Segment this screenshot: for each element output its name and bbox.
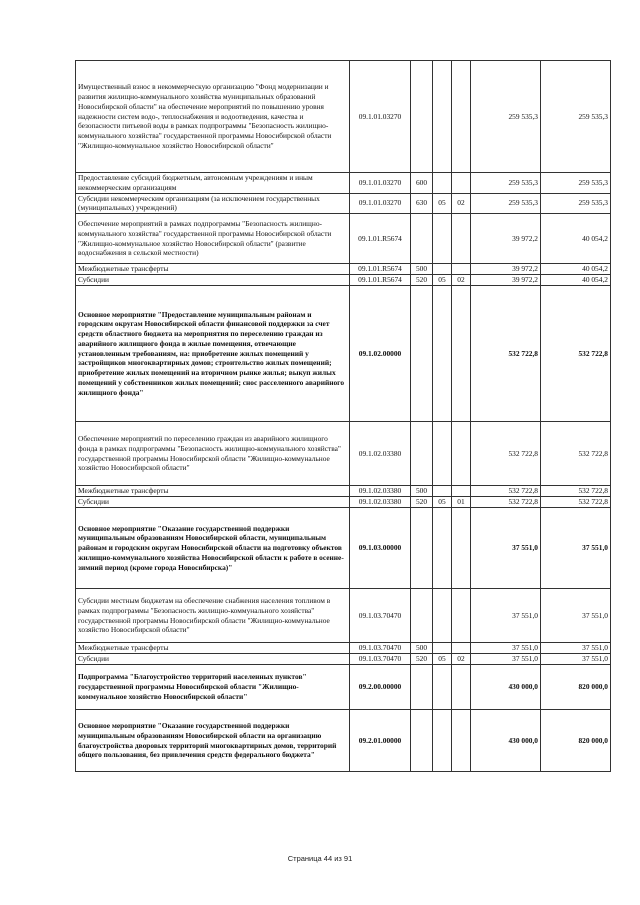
- expense-type: 520: [411, 497, 433, 508]
- table-row: [76, 643, 611, 654]
- amount-year-2: 37 551,0: [541, 589, 611, 643]
- section-code: [433, 286, 452, 422]
- section-code: [433, 710, 452, 772]
- amount-year-2: 40 054,2: [541, 264, 611, 275]
- table-row: [76, 497, 611, 508]
- amount-year-1: 259 535,3: [471, 61, 541, 173]
- amount-year-2: 259 535,3: [541, 193, 611, 214]
- row-name: Имущественный взнос в некоммерческую организацию "Фонд модернизации и развития жилищно-коммунального хозяйства муниципальных образований Новосибирской области" на обеспечение мероприятий по повышению уровня надежности систем водо-, теплоснабжения и водоотведения, качества и безопасности питьевой воды в рамках подпрограммы "Безопасность жилищно-коммунального хозяйства" государственной программы Новосибирской области "Жилищно-коммунальное хозяйство Новосибирской области": [76, 61, 350, 173]
- amount-year-2: 37 551,0: [541, 643, 611, 654]
- row-name: Основное мероприятие "Оказание государственной поддержки муниципальным образованиям Новосибирской области на организацию благоустройства дворовых территорий многоквартирных домов, территорий общего пользования, без привлечения средств федерального бюджета": [76, 710, 350, 772]
- table-row: [76, 173, 611, 194]
- subsection-code: 02: [452, 275, 471, 286]
- section-code: 05: [433, 193, 452, 214]
- row-name: Основное мероприятие "Оказание государственной поддержки муниципальным образованиям Новосибирской области, муниципальным районам и городским округам Новосибирской области на подготовку объектов жилищно-коммунального хозяйства Новосибирской области к работе в осенне-зимний период (кроме города Новосибирска)": [76, 508, 350, 589]
- section-code: 05: [433, 497, 452, 508]
- section-code: [433, 214, 452, 264]
- table-row: [76, 286, 611, 422]
- section-code: [433, 422, 452, 486]
- subsection-code: [452, 422, 471, 486]
- amount-year-1: 259 535,3: [471, 193, 541, 214]
- amount-year-2: 40 054,2: [541, 275, 611, 286]
- amount-year-2: 820 000,0: [541, 710, 611, 772]
- row-name: Субсидии: [76, 654, 350, 665]
- target-code: 09.1.01.R5674: [350, 275, 411, 286]
- table-row: [76, 508, 611, 589]
- row-name: Субсидии некоммерческим организациям (за исключением государственных (муниципальных) учреждений): [76, 193, 350, 214]
- expense-type: 520: [411, 275, 433, 286]
- target-code: 09.1.01.03270: [350, 173, 411, 194]
- row-name: Основное мероприятие "Предоставление муниципальным районам и городским округам Новосибирской области финансовой поддержки за счет средств областного бюджета на мероприятия по переселению граждан из аварийного жилищного фонда в жилые помещения, отвечающие установленным требованиям, на: приобретение жилых помещений у застройщиков многоквартирных домов; строительство жилых помещений; приобретение жилых помещений на вторичном рынке жилья; выкуп жилых помещений у собственников жилых помещений; снос расселенного аварийного жилищного фонда": [76, 286, 350, 422]
- section-code: [433, 643, 452, 654]
- expense-type: [411, 422, 433, 486]
- target-code: 09.1.03.70470: [350, 589, 411, 643]
- amount-year-1: 430 000,0: [471, 665, 541, 710]
- subsection-code: [452, 508, 471, 589]
- table-row: [76, 422, 611, 486]
- section-code: [433, 665, 452, 710]
- target-code: 09.2.00.00000: [350, 665, 411, 710]
- amount-year-2: 37 551,0: [541, 654, 611, 665]
- target-code: 09.1.03.00000: [350, 508, 411, 589]
- target-code: 09.2.01.00000: [350, 710, 411, 772]
- amount-year-2: 532 722,8: [541, 486, 611, 497]
- expense-type: 500: [411, 264, 433, 275]
- table-row: [76, 193, 611, 214]
- row-name: Субсидии: [76, 497, 350, 508]
- expense-type: [411, 61, 433, 173]
- subsection-code: [452, 61, 471, 173]
- expense-type: [411, 665, 433, 710]
- section-code: [433, 264, 452, 275]
- subsection-code: [452, 643, 471, 654]
- section-code: [433, 486, 452, 497]
- amount-year-2: 259 535,3: [541, 61, 611, 173]
- subsection-code: [452, 589, 471, 643]
- section-code: [433, 61, 452, 173]
- amount-year-1: 39 972,2: [471, 264, 541, 275]
- expense-type: [411, 286, 433, 422]
- table-row: [76, 214, 611, 264]
- subsection-code: [452, 173, 471, 194]
- row-name: Подпрограмма "Благоустройство территорий населенных пунктов" государственной программы Новосибирской области "Жилищно-коммунальное хозяйство Новосибирской области": [76, 665, 350, 710]
- row-name: Межбюджетные трансферты: [76, 643, 350, 654]
- amount-year-1: 39 972,2: [471, 214, 541, 264]
- target-code: 09.1.02.03380: [350, 486, 411, 497]
- target-code: 09.1.01.R5674: [350, 264, 411, 275]
- amount-year-1: 37 551,0: [471, 643, 541, 654]
- amount-year-2: 532 722,8: [541, 422, 611, 486]
- row-name: Субсидии: [76, 275, 350, 286]
- subsection-code: 01: [452, 497, 471, 508]
- target-code: 09.1.02.03380: [350, 497, 411, 508]
- subsection-code: [452, 264, 471, 275]
- expense-type: [411, 710, 433, 772]
- section-code: [433, 589, 452, 643]
- table-row: [76, 654, 611, 665]
- amount-year-2: 532 722,8: [541, 286, 611, 422]
- target-code: 09.1.03.70470: [350, 643, 411, 654]
- section-code: [433, 173, 452, 194]
- row-name: Межбюджетные трансферты: [76, 486, 350, 497]
- amount-year-1: 259 535,3: [471, 173, 541, 194]
- amount-year-1: 532 722,8: [471, 422, 541, 486]
- expense-type: 520: [411, 654, 433, 665]
- section-code: 05: [433, 654, 452, 665]
- row-name: Обеспечение мероприятий в рамках подпрограммы "Безопасность жилищно-коммунального хозяйства" государственной программы Новосибирской области "Жилищно-коммунальное хозяйство Новосибирской области" (развитие водоснабжения в сельской местности): [76, 214, 350, 264]
- amount-year-1: 39 972,2: [471, 275, 541, 286]
- subsection-code: [452, 286, 471, 422]
- amount-year-1: 532 722,8: [471, 286, 541, 422]
- expense-type: 630: [411, 193, 433, 214]
- subsection-code: 02: [452, 654, 471, 665]
- table-row: [76, 710, 611, 772]
- row-name: Межбюджетные трансферты: [76, 264, 350, 275]
- amount-year-1: 532 722,8: [471, 497, 541, 508]
- expense-type: [411, 214, 433, 264]
- row-name: Обеспечение мероприятий по переселению граждан из аварийного жилищного фонда в рамках подпрограммы "Безопасность жилищно-коммунального хозяйства" государственной программы Новосибирской области "Жилищно-коммунальное хозяйство Новосибирской области": [76, 422, 350, 486]
- amount-year-2: 259 535,3: [541, 173, 611, 194]
- expense-type: 600: [411, 173, 433, 194]
- table-row: [76, 665, 611, 710]
- expense-type: 500: [411, 643, 433, 654]
- table-row: [76, 61, 611, 173]
- expense-type: [411, 589, 433, 643]
- expense-type: [411, 508, 433, 589]
- amount-year-1: 37 551,0: [471, 508, 541, 589]
- section-code: [433, 508, 452, 589]
- budget-table: [75, 60, 611, 772]
- target-code: 09.1.02.03380: [350, 422, 411, 486]
- amount-year-1: 37 551,0: [471, 589, 541, 643]
- target-code: 09.1.01.03270: [350, 193, 411, 214]
- subsection-code: [452, 486, 471, 497]
- row-name: Субсидии местным бюджетам на обеспечение снабжения населения топливом в рамках подпрограммы "Безопасность жилищно-коммунального хозяйства" государственной программы Новосибирской области "Жилищно-коммунальное хозяйство Новосибирской области": [76, 589, 350, 643]
- expense-type: 500: [411, 486, 433, 497]
- table-row: [76, 589, 611, 643]
- target-code: 09.1.03.70470: [350, 654, 411, 665]
- target-code: 09.1.01.03270: [350, 61, 411, 173]
- target-code: 09.1.01.R5674: [350, 214, 411, 264]
- subsection-code: [452, 665, 471, 710]
- amount-year-1: 37 551,0: [471, 654, 541, 665]
- subsection-code: [452, 214, 471, 264]
- target-code: 09.1.02.00000: [350, 286, 411, 422]
- row-name: Предоставление субсидий бюджетным, автономным учреждениям и иным некоммерческим организациям: [76, 173, 350, 194]
- subsection-code: 02: [452, 193, 471, 214]
- table-row: [76, 486, 611, 497]
- table-row: [76, 275, 611, 286]
- amount-year-1: 532 722,8: [471, 486, 541, 497]
- amount-year-2: 37 551,0: [541, 508, 611, 589]
- page-number: Страница 44 из 91: [287, 854, 353, 863]
- section-code: 05: [433, 275, 452, 286]
- amount-year-2: 40 054,2: [541, 214, 611, 264]
- amount-year-1: 430 000,0: [471, 710, 541, 772]
- subsection-code: [452, 710, 471, 772]
- amount-year-2: 532 722,8: [541, 497, 611, 508]
- table-row: [76, 264, 611, 275]
- amount-year-2: 820 000,0: [541, 665, 611, 710]
